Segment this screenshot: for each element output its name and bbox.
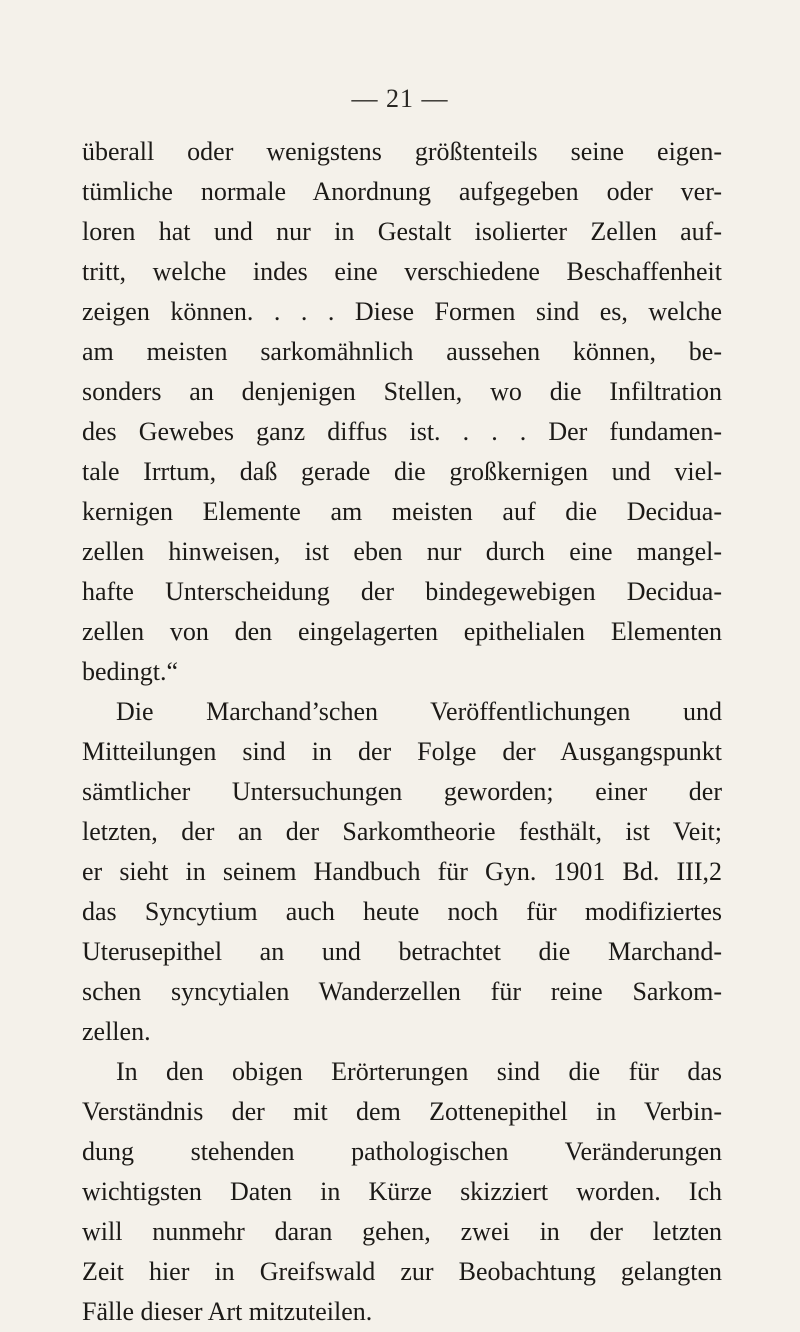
text-line: wichtigsten Daten in Kürze skizziert worden. Ich	[82, 1177, 722, 1206]
text-line: sämtlicher Untersuchungen geworden; einer der	[82, 777, 722, 806]
text-line: hafte Unterscheidung der bindegewebigen Decidua-	[82, 577, 722, 606]
text-line: zeigen können. . . . Diese Formen sind es, welche	[82, 297, 722, 326]
text-line: tümliche normale Anordnung aufgegeben oder ver-	[82, 177, 722, 206]
text-line: das Syncytium auch heute noch für modifiziertes	[82, 897, 722, 926]
text-line: des Gewebes ganz diffus ist. . . . Der fundamen-	[82, 417, 722, 446]
text-line: zellen hinweisen, ist eben nur durch eine mangel-	[82, 537, 722, 566]
text-line: Fälle dieser Art mitzuteilen.	[82, 1297, 373, 1326]
text-line: loren hat und nur in Gestalt isolierter Zellen auf-	[82, 217, 722, 246]
text-line: dung stehenden pathologischen Veränderungen	[82, 1137, 722, 1166]
text-line: am meisten sarkomähnlich aussehen können, be-	[82, 337, 722, 366]
text-line: tale Irrtum, daß gerade die großkernigen und viel-	[82, 457, 722, 486]
text-line: zellen von den eingelagerten epithelialen Elementen	[82, 617, 722, 646]
text-line: Verständnis der mit dem Zottenepithel in Verbin-	[82, 1097, 722, 1126]
text-line: überall oder wenigstens größtenteils seine eigen-	[82, 137, 722, 166]
page-number: — 21 —	[351, 84, 449, 113]
text-line: sonders an denjenigen Stellen, wo die Infiltration	[82, 377, 722, 406]
text-line: bedingt.“	[82, 657, 179, 686]
body-text	[0, 132, 800, 1326]
text-line: zellen.	[82, 1017, 151, 1046]
text-line: Mitteilungen sind in der Folge der Ausgangspunkt	[82, 737, 722, 766]
text-line: schen syncytialen Wanderzellen für reine Sarkom-	[82, 977, 722, 1006]
text-line: er sieht in seinem Handbuch für Gyn. 1901 Bd. III,2	[82, 857, 722, 886]
text-line: Uterusepithel an und betrachtet die Marchand-	[82, 937, 722, 966]
text-line: Die Marchand’schen Veröffentlichungen und	[116, 697, 722, 726]
text-line: will nunmehr daran gehen, zwei in der letzten	[82, 1217, 722, 1246]
text-line: tritt, welche indes eine verschiedene Beschaffenheit	[82, 257, 722, 286]
text-line: In den obigen Erörterungen sind die für das	[116, 1057, 722, 1086]
text-line: kernigen Elemente am meisten auf die Decidua-	[82, 497, 722, 526]
text-line: letzten, der an der Sarkomtheorie festhält, ist Veit;	[82, 817, 722, 846]
text-line: Zeit hier in Greifswald zur Beobachtung gelangten	[82, 1257, 722, 1286]
